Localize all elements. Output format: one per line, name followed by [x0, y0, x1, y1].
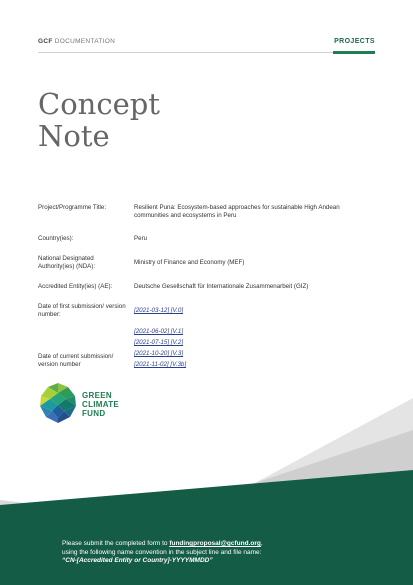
current-submission-label: Date of current submission/ version number	[38, 353, 114, 368]
version-link[interactable]: [2021-11-02] [V.3b]	[134, 361, 187, 368]
country-label: Country(ies):	[38, 235, 74, 242]
logo-wordmark: GREEN CLIMATE FUND	[82, 391, 120, 418]
ae-label: Accredited Entity(ies) (AE):	[38, 283, 113, 290]
section-label: PROJECTS	[334, 38, 375, 45]
page-title: Concept Note	[38, 87, 160, 153]
version-link[interactable]: [2021-06-02] [V.1]	[134, 328, 184, 335]
project-title-label: Project/Programme Title:	[38, 204, 107, 211]
naming-convention: “CN-[Accredited Entity or Country]-YYYYMMDD”	[62, 557, 213, 564]
doc-type-label: GCF DOCUMENTATION	[38, 38, 116, 45]
first-submission-label: Date of first submission/ version number:	[38, 303, 126, 318]
footer-green-band	[0, 470, 413, 585]
gcf-logo	[38, 381, 128, 431]
nda-label: National Designated Authority(ies) (NDA):	[38, 255, 96, 270]
current-submission-values	[134, 328, 374, 369]
project-title-value: Resilient Puna: Ecosystem-based approaches for sustainable High Andean communities and ecosystems in Peru	[134, 204, 340, 219]
version-link[interactable]: [2021-07-15] [V.2]	[134, 339, 184, 346]
submission-email-link[interactable]: fundingproposal@gcfund.org	[169, 540, 261, 547]
globe-icon	[38, 381, 78, 425]
first-submission-value[interactable]: [2021-03-12] [V.0]	[134, 307, 184, 314]
nda-value: Ministry of Finance and Economy (MEF)	[134, 259, 245, 266]
footer-instructions: Please submit the completed form to fundingproposal@gcfund.org, using the following name convention in the subject line and file name: “CN-[Accredited Entity or Country]-YYYYMMDD”	[62, 540, 263, 564]
version-link[interactable]: [2021-10-20] [V.3]	[134, 350, 184, 357]
country-value: Peru	[134, 235, 148, 242]
ae-value: Deutsche Gesellschaft für Internationale Zusammenarbeit (GIZ)	[134, 283, 309, 290]
